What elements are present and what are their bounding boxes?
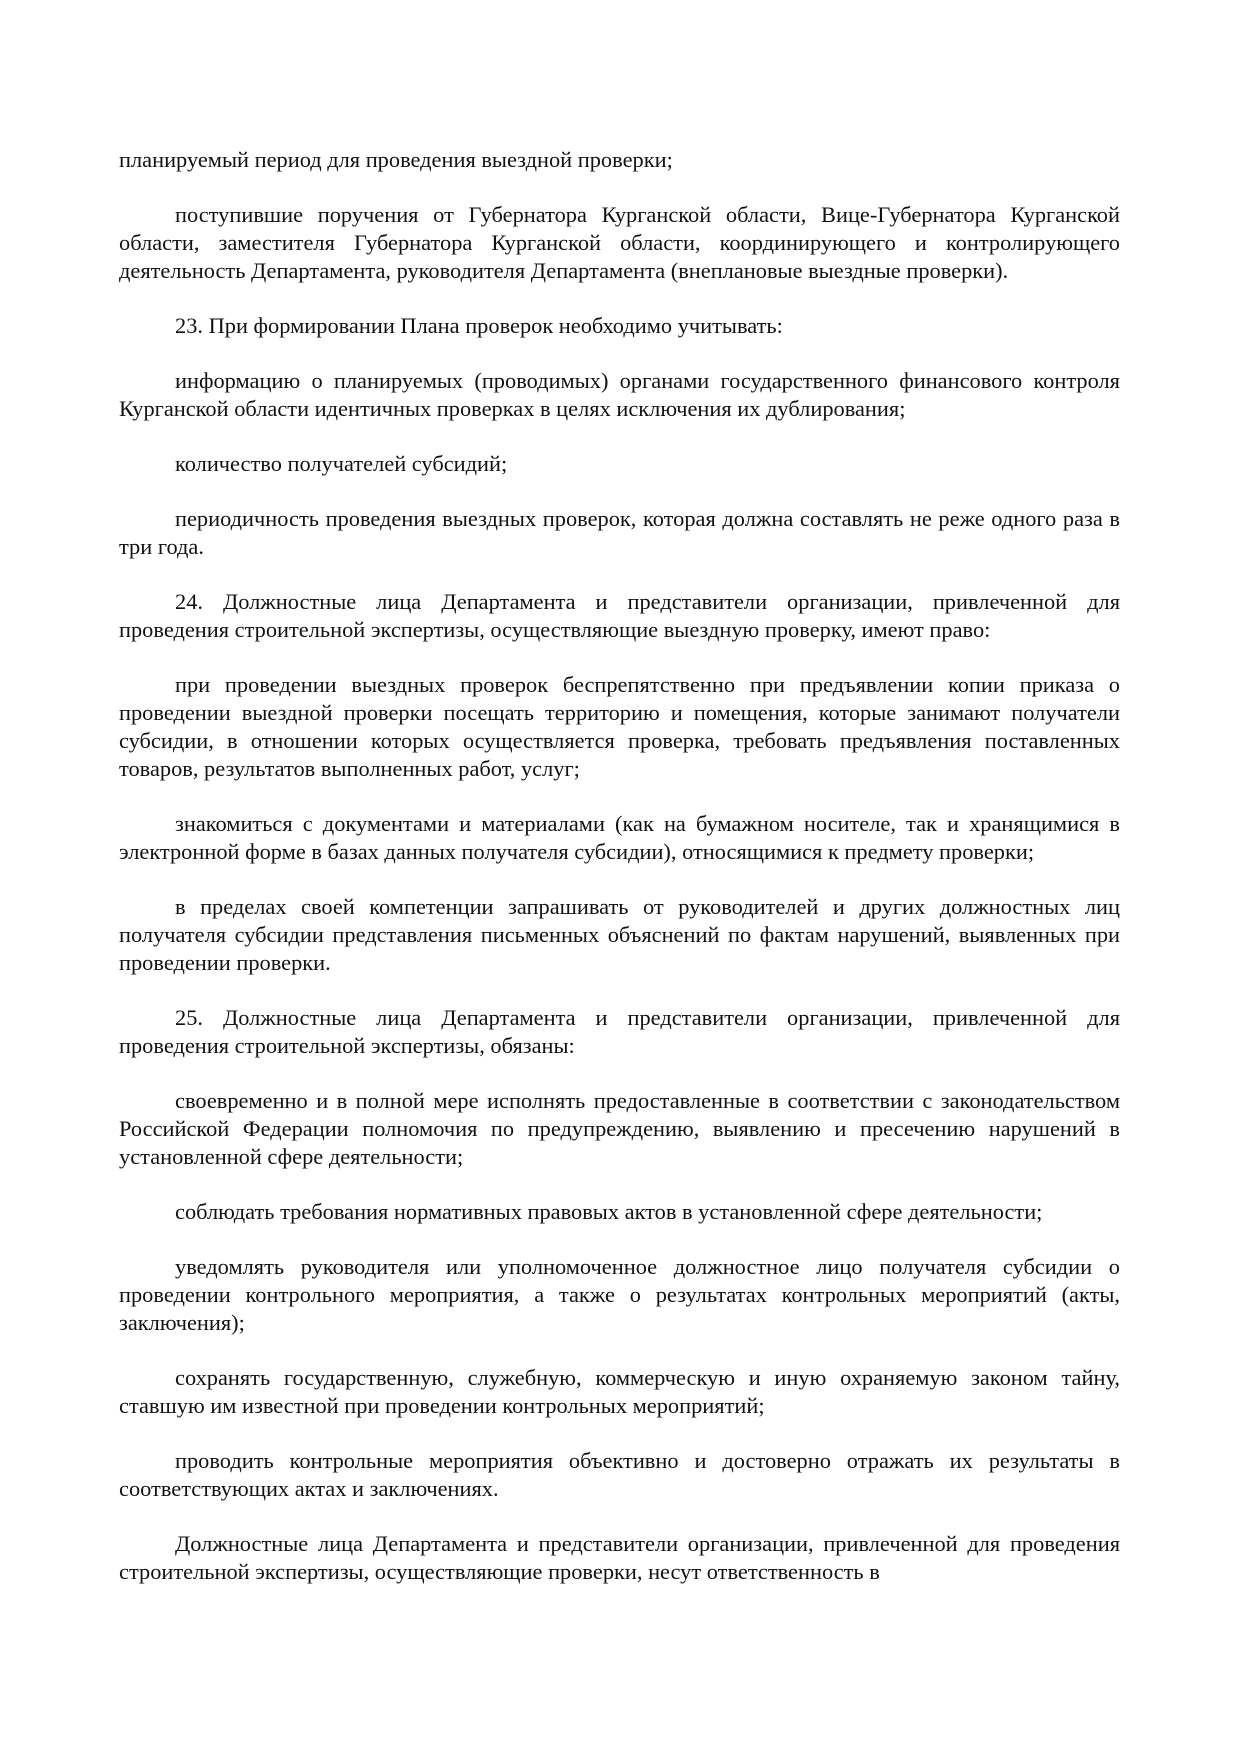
document-body (119, 146, 1120, 1613)
paragraph-explanations-right: в пределах своей компетенции запрашивать от руководителей и других должностных лиц получателя субсидии представления письменных объяснений по фактам нарушений, выявленных при проведении проверки. (119, 894, 1120, 975)
paragraph-documents-right: знакомиться с документами и материалами (как на бумажном носителе, так и хранящимися в электронной форме в базах данных получателя субсидии), относящимися к предмету проверки; (119, 811, 1120, 864)
paragraph-recipients-count: количество получателей субсидий; (175, 451, 508, 476)
paragraph-duty-notify: уведомлять руководителя или уполномоченное должностное лицо получателя субсидии о проведении контрольного мероприятия, а также о результатах контрольных мероприятий (акты, заключения); (119, 1254, 1120, 1335)
paragraph-governor-instructions: поступившие поручения от Губернатора Курганской области, Вице-Губернатора Курганской области, заместителя Губернатора Курганской области, координирующего и контролирующего деятельность Департамента, руководителя Департамента (внеплановые выездные проверки). (119, 202, 1120, 283)
paragraph-duty-compliance: соблюдать требования нормативных правовых актов в установленной сфере деятельности; (175, 1199, 1043, 1224)
paragraph-item-25: 25. Должностные лица Департамента и представители организации, привлеченной для проведения строительной экспертизы, обязаны: (119, 1005, 1120, 1058)
paragraph-periodicity: периодичность проведения выездных проверок, которая должна составлять не реже одного раза в три года. (119, 506, 1120, 559)
paragraph-planned-period: планируемый период для проведения выездной проверки; (119, 147, 673, 172)
paragraph-duty-objectivity: проводить контрольные мероприятия объективно и достоверно отражать их результаты в соответствующих актах и заключениях. (119, 1448, 1120, 1501)
paragraph-site-visit-right: при проведении выездных проверок беспрепятственно при предъявлении копии приказа о проведении выездной проверки посещать территорию и помещения, которые занимают получатели субсидии, в отношении которых осуществляется проверка, требовать предъявления поставленных товаров, результатов выполненных работ, услуг; (119, 672, 1120, 781)
paragraph-responsibility: Должностные лица Департамента и представители организации, привлеченной для проведения строительной экспертизы, осуществляющие проверки, несут ответственность в (119, 1531, 1120, 1584)
paragraph-item-23: 23. При формировании Плана проверок необходимо учитывать: (175, 313, 783, 338)
paragraph-duty-powers: своевременно и в полной мере исполнять предоставленные в соответствии с законодательством Российской Федерации полномочия по предупреждению, выявлению и пресечению нарушений в установленной сфере деятельности; (119, 1088, 1120, 1169)
paragraph-item-24: 24. Должностные лица Департамента и представители организации, привлеченной для проведения строительной экспертизы, осуществляющие выездную проверку, имеют право: (119, 589, 1120, 642)
paragraph-duty-secrecy: сохранять государственную, служебную, коммерческую и иную охраняемую законом тайну, ставшую им известной при проведении контрольных мероприятий; (119, 1365, 1120, 1418)
paragraph-control-bodies-info: информацию о планируемых (проводимых) органами государственного финансового контроля Курганской области идентичных проверках в целях исключения их дублирования; (119, 368, 1120, 421)
